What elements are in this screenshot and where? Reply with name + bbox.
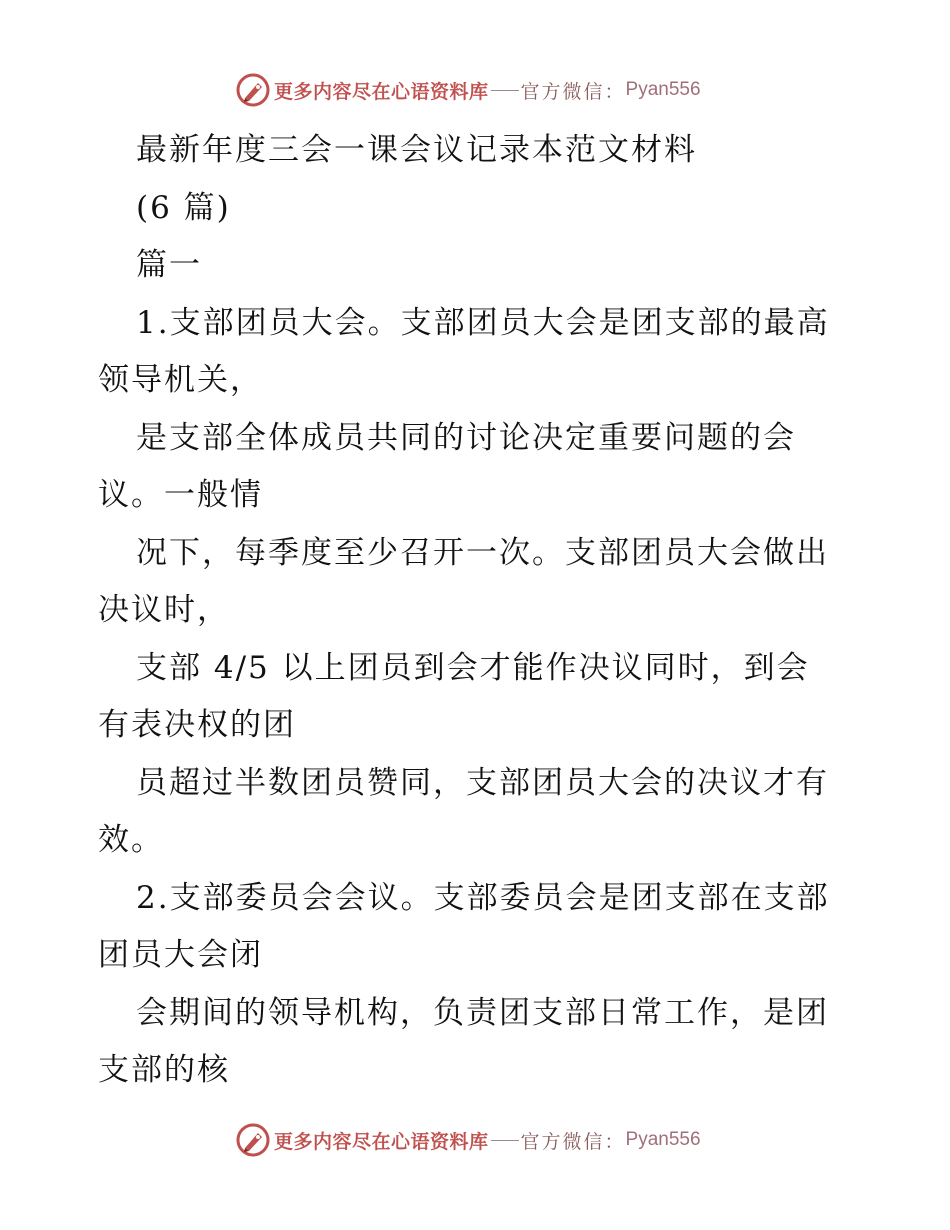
text-line: 况下，每季度至少召开一次。支部团员大会做出 — [136, 534, 829, 571]
text-line: 效。 — [98, 822, 164, 858]
text-line: 2.支部委员会会议。支部委员会是团支部在支部 — [136, 879, 830, 916]
text-line: 有表决权的团 — [98, 707, 296, 743]
header-watermark — [236, 72, 701, 108]
text-line: 团员大会闭 — [98, 937, 263, 973]
text-line: 员超过半数团员赞同，支部团员大会的决议才有 — [136, 764, 829, 801]
document-body — [98, 122, 858, 1100]
watermark-brand: 更多内容尽在心语资料库 — [274, 80, 489, 103]
text-line: 决议时， — [98, 592, 230, 628]
text-line: 1.支部团员大会。支部团员大会是团支部的最高 — [136, 304, 830, 341]
watermark-brand: 更多内容尽在心语资料库 — [274, 1130, 489, 1153]
text-line: (6 篇) — [136, 189, 231, 226]
text-line: 是支部全体成员共同的讨论决定重要问题的会 — [136, 419, 796, 456]
pen-logo-icon — [236, 1123, 270, 1157]
text-line: 支部的核 — [98, 1052, 230, 1088]
text-line: 篇一 — [136, 247, 202, 283]
watermark-id: Pyan556 — [625, 1129, 701, 1150]
text-line: 领导机关， — [98, 362, 263, 398]
text-line: 会期间的领导机构，负责团支部日常工作，是团 — [136, 994, 829, 1031]
watermark-dash — [491, 90, 519, 91]
text-line: 最新年度三会一课会议记录本范文材料 — [136, 132, 697, 168]
watermark-dash — [491, 1140, 519, 1141]
text-line: 支部 4/5 以上团员到会才能作决议同时，到会 — [136, 649, 810, 686]
watermark-official: 官方微信： — [520, 1130, 626, 1153]
pen-logo-icon — [236, 73, 270, 107]
watermark-id: Pyan556 — [625, 79, 701, 100]
footer-watermark — [236, 1122, 701, 1158]
text-line: 议。一般情 — [98, 477, 263, 513]
watermark-official: 官方微信： — [520, 80, 626, 103]
